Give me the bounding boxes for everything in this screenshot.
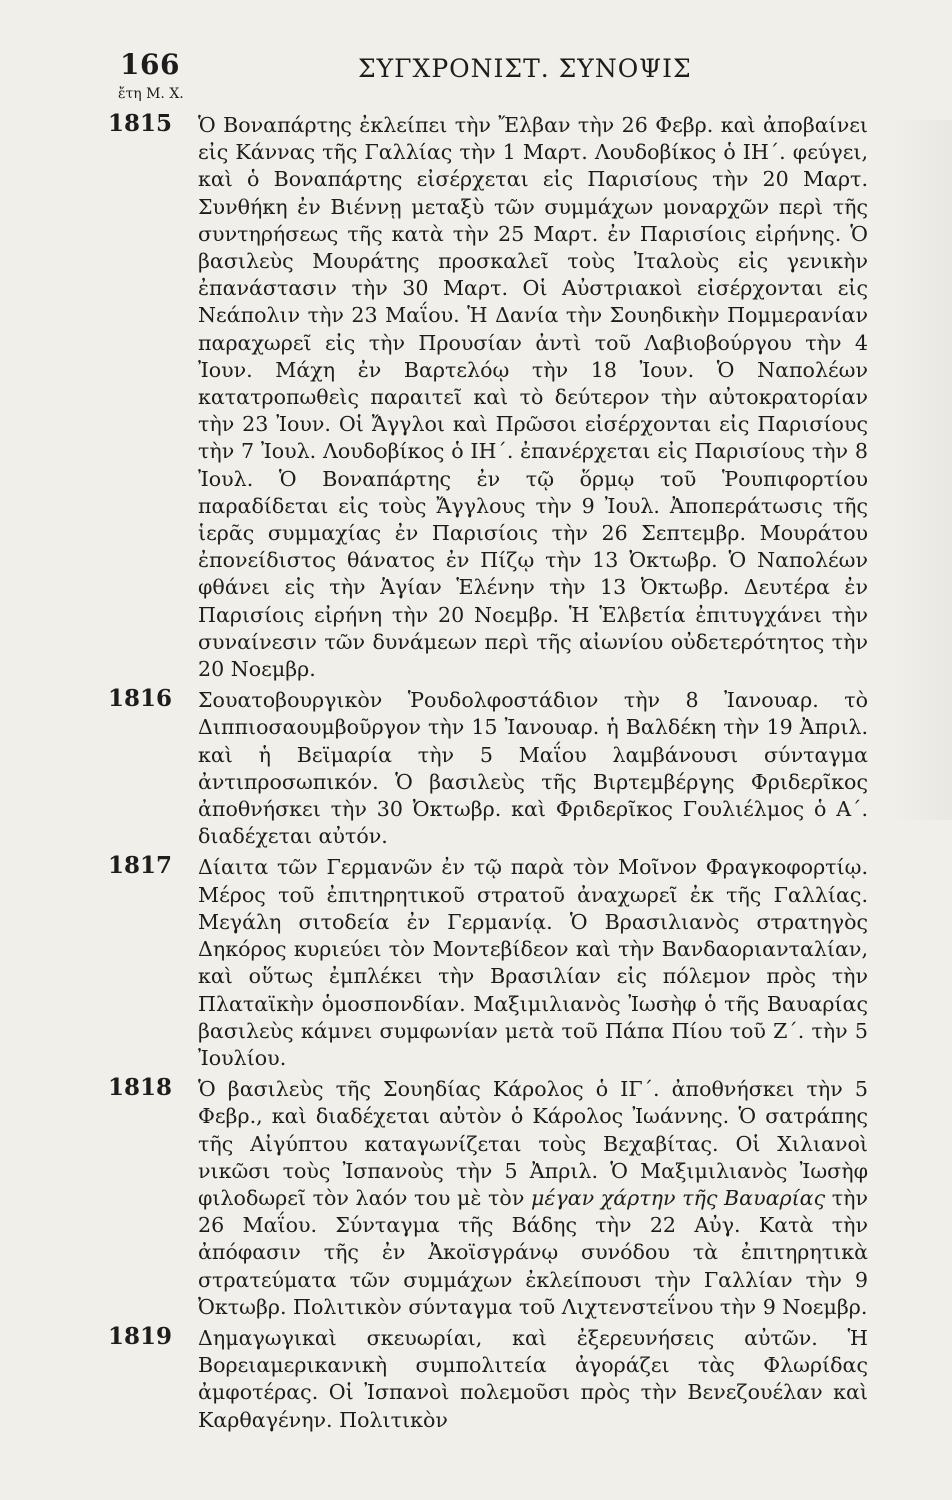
running-head: ΣΥΓΧΡΟΝΙΣΤ. ΣΥΝΟΨΙΣ <box>358 54 692 83</box>
entry-1819 <box>108 1322 868 1434</box>
entry-text: Δημαγωγικαὶ σκευωρίαι, καὶ ἐξερευνήσεις αὐτῶν. Ἡ Βορειαμερικανικὴ συμπολιτεία ἀγοράζει τὰς Φλωρίδας ἀμφοτέρας. Οἱ Ἰσπανοὶ πολεμοῦσι πρὸς τὴν Βενεζουέλαν καὶ Καρθαγένην. Πολιτικὸν <box>198 1325 868 1432</box>
page-header <box>108 42 888 102</box>
year-label: 1818 <box>108 1074 173 1102</box>
italic-phrase: μέγαν χάρτην τῆς Βαυαρίας <box>530 1185 826 1210</box>
entry-1815 <box>108 112 868 683</box>
year-label: 1816 <box>108 685 173 713</box>
entry-1816 <box>108 687 868 850</box>
page-number: 166 <box>120 48 180 81</box>
year-label: 1817 <box>108 852 173 880</box>
entry-text <box>198 1076 868 1321</box>
era-label: ἔτη Μ. Χ. <box>118 86 184 102</box>
page-edge-shading <box>892 120 952 820</box>
entry-text: Ὁ Βοναπάρτης ἐκλείπει τὴν Ἔλβαν τὴν 26 Φεβρ. καὶ ἀποβαίνει εἰς Κάννας τῆς Γαλλίας τὴν 1 Μαρτ. Λουδοβίκος ὁ ΙΗ΄. φεύγει, καὶ ὁ Βοναπάρτης εἰσέρχεται εἰς Παρισίους τὴν 20 Μαρτ. Συνθήκη ἐν Βιέννῃ μεταξὺ τῶν συμμάχων μοναρχῶν περὶ τῆς συντηρήσεως τῆς κατὰ τὴν 25 Μαρτ. ἐν Παρισίοις εἰρήνης. Ὁ βασιλεὺς Μουράτης προσκαλεῖ τοὺς Ἰταλοὺς εἰς γενικὴν ἐπανάστασιν τὴν 30 Μαρτ. Οἱ Αὐστριακοὶ εἰσέρχονται εἰς Νεάπολιν τὴν 23 Μαΐου. Ἡ Δανία τὴν Σουηδικὴν Πομμερανίαν παραχωρεῖ εἰς τὴν Προυσίαν ἀντὶ τοῦ Λαβιοβούργου τὴν 4 Ἰουν. Μάχη ἐν Βαρτελόῳ τὴν 18 Ἰουν. Ὁ Ναπολέων κατατροπωθεὶς παραιτεῖ καὶ τὸ δεύτερον τὴν αὐτοκρατορίαν τὴν 23 Ἰουν. Οἱ Ἄγγλοι καὶ Πρῶσοι εἰσέρχονται εἰς Παρισίους τὴν 7 Ἰουλ. Λουδοβίκος ὁ ΙΗ΄. ἐπανέρχεται εἰς Παρισίους τὴν 8 Ἰουλ. Ὁ Βοναπάρτης ἐν τῷ ὅρμῳ τοῦ Ῥουπιφορτίου παραδίδεται εἰς τοὺς Ἄγγλους τὴν 9 Ἰουλ. Ἀποπεράτωσις τῆς ἱερᾶς συμμαχίας ἐν Παρισίοις τὴν 26 Σεπτεμβρ. Μουράτου ἐπονείδιστος θάνατος ἐν Πίζῳ τὴν 13 Ὀκτωβρ. Ὁ Ναπολέων φθάνει εἰς τὴν Ἁγίαν Ἑλένην τὴν 13 Ὀκτωβρ. Δευτέρα ἐν Παρισίοις εἰρήνη τὴν 20 Νοεμβρ. Ἡ Ἑλβετία ἐπιτυγχάνει τὴν συναίνεσιν τῶν δυνάμεων περὶ τῆς αἰωνίου οὐδετερότητος τὴν 20 Νοεμβρ. <box>198 113 868 682</box>
entry-text: Δίαιτα τῶν Γερμανῶν ἐν τῷ παρὰ τὸν Μοῖνον Φραγκοφορτίῳ. Μέρος τοῦ ἐπιτηρητικοῦ στρατοῦ ἀναχωρεῖ ἐκ τῆς Γαλλίας. Μεγάλη σιτοδεία ἐν Γερμανίᾳ. Ὁ Βρασιλιανὸς στρατηγὸς Δηκόρος κυριεύει τὸν Μοντεβίδεον καὶ τὴν Βανδαοριανταλίαν, καὶ οὕτως ἐμπλέκει τὴν Βρασιλίαν εἰς πόλεμον πρὸς τὴν Πλαταϊκὴν ὁμοσπονδίαν. Μαξιμιλιανὸς Ἰωσὴφ ὁ τῆς Βαυαρίας βασιλεὺς κάμνει συμφωνίαν μετὰ τοῦ Πάπα Πίου τοῦ Ζ΄. τὴν 5 Ἰουλίου. <box>198 855 868 1070</box>
year-label: 1815 <box>108 110 173 137</box>
chronology-content <box>108 112 868 1438</box>
entry-text-part: Ὁ βασιλεὺς τῆς Σουηδίας Κάρολος ὁ ΙΓ΄. ἀποθνήσκει τὴν 5 Φεβρ., καὶ διαδέχεται αὐτὸν ὁ Κάρολος Ἰωάννης. Ὁ σατράπης τῆς Αἰγύπτου καταγωνίζεται τοὺς Βεχαβίτας. Οἱ Χιλιανοὶ νικῶσι τοὺς Ἰσπανοὺς τὴν 5 Ἀπριλ. Ὁ Μαξιμιλιανὸς Ἰωσὴφ φιλοδωρεῖ τὸν λαόν του μὲ τὸν <box>198 1077 868 1210</box>
entry-text: Σουατοβουργικὸν Ῥουδολφοστάδιον τὴν 8 Ἰανουαρ. τὸ Διππιοσαουμβοῦργον τὴν 15 Ἰανουαρ. ἡ Βαλδέκη τὴν 19 Ἀπριλ. καὶ ἡ Βεϊμαρία τὴν 5 Μαΐου λαμβάνουσι σύνταγμα ἀντιπροσωπικόν. Ὁ βασιλεὺς τῆς Βιρτεμβέργης Φριδερῖκος ἀποθνήσκει τὴν 30 Ὀκτωβρ. καὶ Φριδερῖκος Γουλιέλμος ὁ Α΄. διαδέχεται αὐτόν. <box>198 688 868 849</box>
entry-1817 <box>108 854 868 1072</box>
entry-text-part: τὴν 26 Μαΐου. Σύνταγμα τῆς Βάδης τὴν 22 Αὐγ. Κατὰ τὴν ἀπόφασιν τῆς ἐν Ἀκοϊσγράνῳ συνόδου τὰ ἐπιτηρητικὰ στρατεύματα τῶν συμμάχων ἐκλείπουσι τὴν Γαλλίαν τὴν 9 Ὀκτωβρ. Πολιτικὸν σύνταγμα τοῦ Λιχτενστεΐνου τὴν 9 Νοεμβρ. <box>198 1185 868 1319</box>
entry-1818 <box>108 1076 868 1321</box>
year-label: 1819 <box>108 1322 173 1350</box>
